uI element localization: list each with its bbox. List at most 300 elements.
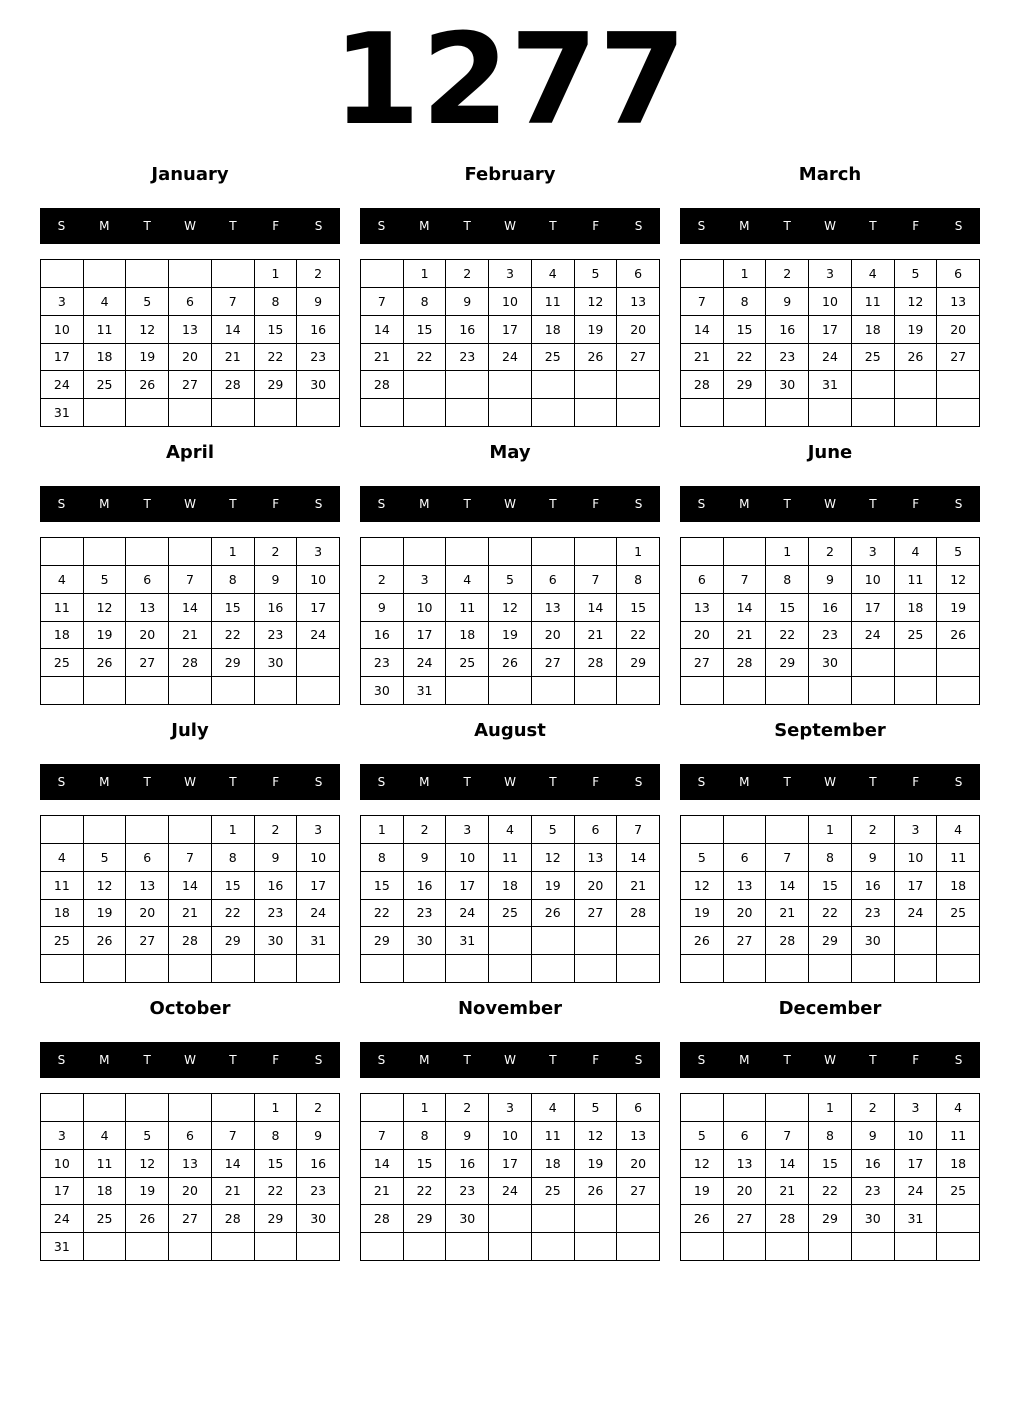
day-cell: 19 <box>126 344 169 372</box>
day-cell: 22 <box>617 622 660 650</box>
weekday-label: T <box>869 775 877 789</box>
day-cell: 20 <box>617 1150 660 1178</box>
day-cell: 17 <box>852 594 895 622</box>
day-cell: 26 <box>575 344 618 372</box>
day-cell <box>532 371 575 399</box>
day-cell <box>212 1233 255 1261</box>
day-grid <box>360 1093 660 1261</box>
day-cell <box>361 260 404 288</box>
day-cell: 9 <box>446 1122 489 1150</box>
weekday-header <box>360 486 660 522</box>
day-cell <box>84 816 127 844</box>
day-cell: 28 <box>361 1205 404 1233</box>
day-cell <box>809 399 852 427</box>
day-cell: 6 <box>617 260 660 288</box>
day-cell: 16 <box>766 316 809 344</box>
month-name: July <box>171 720 209 741</box>
day-cell: 27 <box>724 927 767 955</box>
day-cell: 17 <box>446 872 489 900</box>
day-cell: 23 <box>809 622 852 650</box>
day-cell: 12 <box>126 316 169 344</box>
weekday-label: M <box>739 219 750 233</box>
day-cell: 5 <box>489 566 532 594</box>
day-cell: 11 <box>937 844 980 872</box>
day-cell: 12 <box>84 872 127 900</box>
day-cell: 14 <box>212 316 255 344</box>
day-cell <box>41 677 84 705</box>
day-cell <box>895 399 938 427</box>
day-cell: 26 <box>84 649 127 677</box>
weekday-label: T <box>143 775 151 789</box>
weekday-label: T <box>229 219 237 233</box>
weekday-label: W <box>824 497 836 511</box>
day-cell: 17 <box>41 1178 84 1206</box>
day-grid <box>40 259 340 427</box>
weekday-label: T <box>229 1053 237 1067</box>
day-cell: 13 <box>169 316 212 344</box>
day-cell: 19 <box>937 594 980 622</box>
day-cell: 20 <box>724 1178 767 1206</box>
day-cell: 29 <box>766 649 809 677</box>
month-name: November <box>457 998 563 1019</box>
weekday-label: M <box>419 775 430 789</box>
day-cell: 6 <box>937 260 980 288</box>
day-cell <box>809 677 852 705</box>
day-cell: 10 <box>404 594 447 622</box>
day-cell: 1 <box>724 260 767 288</box>
day-cell: 2 <box>297 1094 340 1122</box>
day-cell: 21 <box>169 622 212 650</box>
day-cell: 11 <box>895 566 938 594</box>
day-cell: 31 <box>404 677 447 705</box>
day-cell <box>84 399 127 427</box>
day-cell: 23 <box>446 1178 489 1206</box>
weekday-label: S <box>57 219 66 233</box>
day-cell: 22 <box>255 1178 298 1206</box>
day-cell: 19 <box>532 872 575 900</box>
day-cell <box>895 927 938 955</box>
day-cell: 27 <box>617 344 660 372</box>
day-cell <box>212 399 255 427</box>
day-cell: 1 <box>617 538 660 566</box>
weekday-label: M <box>739 775 750 789</box>
day-cell: 17 <box>809 316 852 344</box>
day-cell <box>766 399 809 427</box>
day-cell: 19 <box>489 622 532 650</box>
weekday-label: S <box>954 219 963 233</box>
day-cell: 20 <box>681 622 724 650</box>
day-cell: 4 <box>852 260 895 288</box>
weekday-label: F <box>592 219 600 233</box>
day-cell: 13 <box>126 872 169 900</box>
weekday-label: M <box>99 775 110 789</box>
day-cell: 4 <box>489 816 532 844</box>
day-cell: 21 <box>724 622 767 650</box>
day-cell <box>126 260 169 288</box>
day-cell: 22 <box>361 900 404 928</box>
day-grid <box>680 259 980 427</box>
day-cell: 22 <box>404 1178 447 1206</box>
weekday-label: T <box>549 1053 557 1067</box>
day-cell: 22 <box>809 900 852 928</box>
day-cell <box>489 371 532 399</box>
day-cell: 14 <box>766 1150 809 1178</box>
day-cell: 7 <box>724 566 767 594</box>
day-cell: 14 <box>681 316 724 344</box>
day-cell: 5 <box>681 1122 724 1150</box>
day-cell: 2 <box>766 260 809 288</box>
day-cell: 27 <box>617 1178 660 1206</box>
weekday-label: S <box>57 775 66 789</box>
day-cell <box>617 677 660 705</box>
day-cell: 10 <box>41 316 84 344</box>
day-cell <box>575 1205 618 1233</box>
day-cell <box>681 399 724 427</box>
day-cell: 2 <box>809 538 852 566</box>
day-cell: 10 <box>489 1122 532 1150</box>
day-cell: 24 <box>404 649 447 677</box>
day-cell: 28 <box>724 649 767 677</box>
day-cell <box>937 1205 980 1233</box>
day-cell <box>446 371 489 399</box>
day-cell <box>489 677 532 705</box>
day-cell <box>532 955 575 983</box>
weekday-label: T <box>783 497 791 511</box>
day-cell: 26 <box>532 900 575 928</box>
month-name: May <box>489 442 531 463</box>
day-cell: 9 <box>361 594 404 622</box>
day-cell: 25 <box>84 1205 127 1233</box>
day-cell <box>532 927 575 955</box>
day-cell: 10 <box>852 566 895 594</box>
day-cell: 3 <box>297 538 340 566</box>
weekday-header <box>40 486 340 522</box>
day-cell: 7 <box>212 288 255 316</box>
day-cell <box>84 1233 127 1261</box>
day-cell <box>852 649 895 677</box>
day-cell <box>169 816 212 844</box>
day-cell: 11 <box>84 1150 127 1178</box>
day-cell <box>41 260 84 288</box>
day-cell: 15 <box>212 872 255 900</box>
day-cell: 24 <box>489 1178 532 1206</box>
month-name: February <box>464 164 556 185</box>
weekday-label: S <box>954 775 963 789</box>
day-cell: 2 <box>404 816 447 844</box>
day-cell: 15 <box>255 1150 298 1178</box>
day-cell: 25 <box>489 900 532 928</box>
day-cell: 10 <box>297 566 340 594</box>
day-cell: 6 <box>724 1122 767 1150</box>
day-cell: 25 <box>41 927 84 955</box>
day-cell: 21 <box>575 622 618 650</box>
weekday-header <box>360 1042 660 1078</box>
day-cell <box>489 399 532 427</box>
weekday-label: T <box>549 775 557 789</box>
day-cell <box>681 955 724 983</box>
weekday-label: S <box>377 1053 386 1067</box>
day-cell <box>84 1094 127 1122</box>
weekday-label: W <box>184 219 196 233</box>
day-cell: 18 <box>852 316 895 344</box>
day-cell: 29 <box>255 371 298 399</box>
day-cell <box>852 677 895 705</box>
day-cell <box>489 1205 532 1233</box>
day-cell: 5 <box>84 844 127 872</box>
day-cell: 25 <box>937 1178 980 1206</box>
day-cell: 24 <box>895 900 938 928</box>
day-cell: 23 <box>852 1178 895 1206</box>
day-cell: 29 <box>724 371 767 399</box>
day-cell: 21 <box>766 900 809 928</box>
day-cell: 13 <box>724 1150 767 1178</box>
day-cell: 19 <box>575 316 618 344</box>
day-cell <box>532 677 575 705</box>
weekday-header <box>40 208 340 244</box>
weekday-header <box>680 764 980 800</box>
day-cell: 6 <box>724 844 767 872</box>
day-cell: 16 <box>297 1150 340 1178</box>
day-cell: 2 <box>446 1094 489 1122</box>
day-cell <box>361 399 404 427</box>
day-cell: 26 <box>681 1205 724 1233</box>
day-cell: 24 <box>809 344 852 372</box>
day-cell <box>809 955 852 983</box>
weekday-label: M <box>419 1053 430 1067</box>
weekday-label: W <box>504 497 516 511</box>
weekday-label: W <box>504 775 516 789</box>
day-cell: 21 <box>169 900 212 928</box>
day-cell <box>361 1094 404 1122</box>
day-grid <box>360 537 660 705</box>
month-name: April <box>165 442 215 463</box>
day-cell <box>169 260 212 288</box>
day-cell: 2 <box>852 816 895 844</box>
day-cell: 16 <box>361 622 404 650</box>
day-cell: 8 <box>212 844 255 872</box>
day-cell: 19 <box>575 1150 618 1178</box>
day-cell: 30 <box>361 677 404 705</box>
day-cell <box>446 538 489 566</box>
day-cell: 10 <box>41 1150 84 1178</box>
day-cell <box>809 1233 852 1261</box>
day-cell: 10 <box>809 288 852 316</box>
weekday-label: S <box>634 775 643 789</box>
day-cell: 21 <box>212 344 255 372</box>
day-cell: 23 <box>255 900 298 928</box>
day-cell: 9 <box>297 288 340 316</box>
day-cell: 26 <box>126 1205 169 1233</box>
day-cell <box>724 399 767 427</box>
day-cell: 23 <box>766 344 809 372</box>
day-cell: 23 <box>255 622 298 650</box>
weekday-label: F <box>272 219 280 233</box>
day-cell: 12 <box>126 1150 169 1178</box>
day-cell <box>724 955 767 983</box>
day-cell: 22 <box>766 622 809 650</box>
day-cell <box>617 927 660 955</box>
weekday-label: F <box>912 775 920 789</box>
day-cell: 6 <box>126 566 169 594</box>
day-cell: 13 <box>169 1150 212 1178</box>
day-cell: 13 <box>937 288 980 316</box>
day-cell: 16 <box>255 594 298 622</box>
day-cell: 18 <box>937 872 980 900</box>
day-cell: 19 <box>84 622 127 650</box>
day-cell <box>212 677 255 705</box>
day-cell: 17 <box>895 872 938 900</box>
day-cell: 11 <box>852 288 895 316</box>
day-cell <box>446 955 489 983</box>
weekday-header <box>680 1042 980 1078</box>
day-cell: 22 <box>809 1178 852 1206</box>
day-cell: 30 <box>852 927 895 955</box>
day-cell: 28 <box>212 371 255 399</box>
weekday-label: S <box>57 497 66 511</box>
day-cell: 9 <box>297 1122 340 1150</box>
day-grid <box>680 1093 980 1261</box>
day-cell: 18 <box>446 622 489 650</box>
day-cell <box>937 955 980 983</box>
day-cell <box>681 1233 724 1261</box>
day-cell: 25 <box>532 344 575 372</box>
day-cell <box>126 816 169 844</box>
day-cell <box>937 649 980 677</box>
day-cell: 10 <box>446 844 489 872</box>
weekday-label: S <box>314 1053 323 1067</box>
day-cell: 29 <box>361 927 404 955</box>
weekday-label: T <box>869 497 877 511</box>
day-cell <box>937 371 980 399</box>
day-cell: 20 <box>126 900 169 928</box>
weekday-label: F <box>592 497 600 511</box>
day-cell: 29 <box>255 1205 298 1233</box>
day-cell: 23 <box>404 900 447 928</box>
day-cell: 18 <box>41 622 84 650</box>
day-cell: 5 <box>575 1094 618 1122</box>
day-cell <box>404 1233 447 1261</box>
day-cell: 26 <box>681 927 724 955</box>
day-cell: 4 <box>446 566 489 594</box>
day-cell: 7 <box>766 844 809 872</box>
day-cell: 30 <box>255 927 298 955</box>
day-cell: 7 <box>361 288 404 316</box>
day-cell: 10 <box>895 1122 938 1150</box>
day-cell: 2 <box>361 566 404 594</box>
day-cell: 5 <box>575 260 618 288</box>
day-cell: 24 <box>489 344 532 372</box>
day-cell: 26 <box>489 649 532 677</box>
day-cell: 15 <box>809 872 852 900</box>
day-cell: 19 <box>681 1178 724 1206</box>
day-cell: 6 <box>126 844 169 872</box>
weekday-label: T <box>549 219 557 233</box>
day-cell: 8 <box>724 288 767 316</box>
weekday-label: S <box>314 497 323 511</box>
day-cell: 15 <box>766 594 809 622</box>
day-cell: 1 <box>404 1094 447 1122</box>
day-cell: 15 <box>212 594 255 622</box>
day-grid <box>40 815 340 983</box>
day-cell: 25 <box>41 649 84 677</box>
day-cell: 16 <box>809 594 852 622</box>
day-cell: 28 <box>361 371 404 399</box>
day-cell: 24 <box>41 1205 84 1233</box>
day-cell: 13 <box>532 594 575 622</box>
weekday-label: T <box>783 775 791 789</box>
day-cell: 8 <box>809 844 852 872</box>
weekday-header <box>40 1042 340 1078</box>
day-cell: 2 <box>852 1094 895 1122</box>
day-cell: 7 <box>617 816 660 844</box>
month-name: October <box>149 998 231 1019</box>
day-cell: 28 <box>766 1205 809 1233</box>
weekday-label: F <box>272 497 280 511</box>
weekday-header <box>40 764 340 800</box>
day-cell: 20 <box>169 344 212 372</box>
day-cell: 20 <box>937 316 980 344</box>
weekday-label: S <box>697 497 706 511</box>
day-cell: 1 <box>404 260 447 288</box>
day-cell <box>895 955 938 983</box>
day-cell <box>84 955 127 983</box>
day-cell <box>446 1233 489 1261</box>
day-cell <box>41 955 84 983</box>
day-cell: 30 <box>766 371 809 399</box>
day-cell: 13 <box>617 288 660 316</box>
day-cell: 7 <box>212 1122 255 1150</box>
day-cell: 9 <box>852 1122 895 1150</box>
day-cell <box>212 955 255 983</box>
weekday-label: T <box>143 1053 151 1067</box>
weekday-label: W <box>184 775 196 789</box>
day-cell <box>532 1233 575 1261</box>
day-cell: 20 <box>575 872 618 900</box>
day-cell <box>255 399 298 427</box>
day-cell <box>575 371 618 399</box>
day-cell: 31 <box>297 927 340 955</box>
day-cell: 7 <box>575 566 618 594</box>
month-name: June <box>807 442 853 463</box>
day-cell <box>617 399 660 427</box>
day-cell: 24 <box>297 900 340 928</box>
day-cell <box>169 1094 212 1122</box>
day-cell: 12 <box>895 288 938 316</box>
month-name: March <box>798 164 862 185</box>
day-cell <box>937 927 980 955</box>
day-cell: 13 <box>681 594 724 622</box>
day-cell <box>297 955 340 983</box>
day-cell <box>489 955 532 983</box>
day-cell: 4 <box>84 1122 127 1150</box>
day-cell <box>255 1233 298 1261</box>
day-cell: 10 <box>297 844 340 872</box>
day-cell <box>852 371 895 399</box>
weekday-header <box>360 764 660 800</box>
day-cell <box>84 677 127 705</box>
day-cell: 1 <box>212 538 255 566</box>
weekday-label: F <box>272 775 280 789</box>
weekday-label: M <box>739 1053 750 1067</box>
day-cell: 3 <box>809 260 852 288</box>
day-cell <box>852 1233 895 1261</box>
day-cell: 28 <box>169 649 212 677</box>
day-cell: 8 <box>404 288 447 316</box>
day-cell <box>297 649 340 677</box>
day-cell <box>852 399 895 427</box>
day-cell: 24 <box>41 371 84 399</box>
weekday-label: M <box>99 497 110 511</box>
